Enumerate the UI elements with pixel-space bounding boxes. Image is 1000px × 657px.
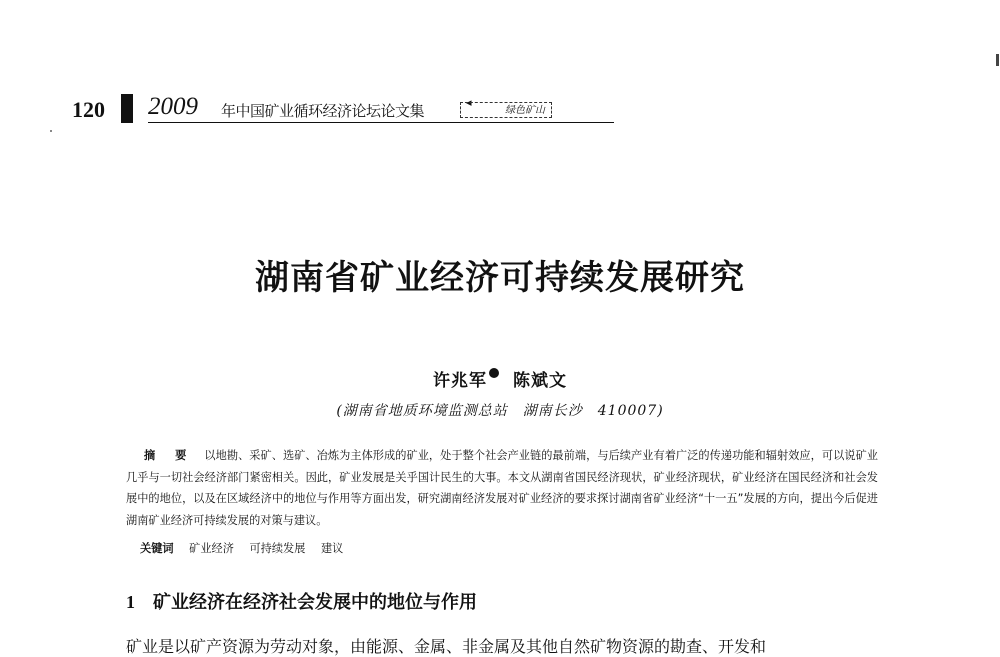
keyword: 矿业经济 xyxy=(189,542,234,555)
affiliation: (湖南省地质环境监测总站 湖南长沙 410007) xyxy=(336,403,664,419)
authors xyxy=(0,366,1000,391)
author-1: 许兆军 xyxy=(433,371,487,391)
abstract-text: 以地勘、采矿、选矿、冶炼为主体形成的矿业，处于整个社会产业链的最前端，与后续产业有着广泛的传递功能和辐射效应，可以说矿业几乎与一切社会经济部门紧密相关。因此，矿业发展是关乎国计民生的大事。本文从湖南省国民经济现状，矿业经济现状，矿业经济在国民经济和社会发展中的地位，以及在区域经济中的地位与作用等方面出发，研究湖南经济发展对矿业经济的要求探讨湖南省矿业经济“十一五”发展的方向，提出今后促进湖南矿业经济可持续发展的对策与建议。 xyxy=(126,449,878,527)
author-2: 陈斌文 xyxy=(513,371,567,391)
section-heading xyxy=(126,588,477,614)
scan-speck xyxy=(50,130,52,132)
section-number: 1 xyxy=(126,592,135,612)
header-tag: 绿色矿山 xyxy=(460,102,552,118)
abstract xyxy=(126,445,878,531)
keyword: 建议 xyxy=(320,542,344,555)
header-title: 年中国矿业循环经济论坛论文集 xyxy=(221,102,425,120)
keyword: 可持续发展 xyxy=(249,542,306,555)
abstract-label: 摘 要 xyxy=(144,449,195,462)
tag-arrow-icon: ◂ xyxy=(466,96,472,109)
author-bullet-icon xyxy=(489,368,499,378)
section-title: 矿业经济在经济社会发展中的地位与作用 xyxy=(153,592,477,613)
header-rule xyxy=(148,122,614,123)
header-year: 2009 xyxy=(148,93,198,120)
keywords-label: 关键词 xyxy=(140,542,174,555)
keywords xyxy=(140,540,355,556)
article-title: 湖南省矿业经济可持续发展研究 xyxy=(255,258,745,298)
body-paragraph: 矿业是以矿产资源为劳动对象，由能源、金属、非金属及其他自然矿物资源的勘查、开发和 xyxy=(126,637,767,656)
scan-edge-mark xyxy=(996,54,999,66)
page-number: 120 xyxy=(72,97,105,122)
header-bar xyxy=(121,94,133,123)
